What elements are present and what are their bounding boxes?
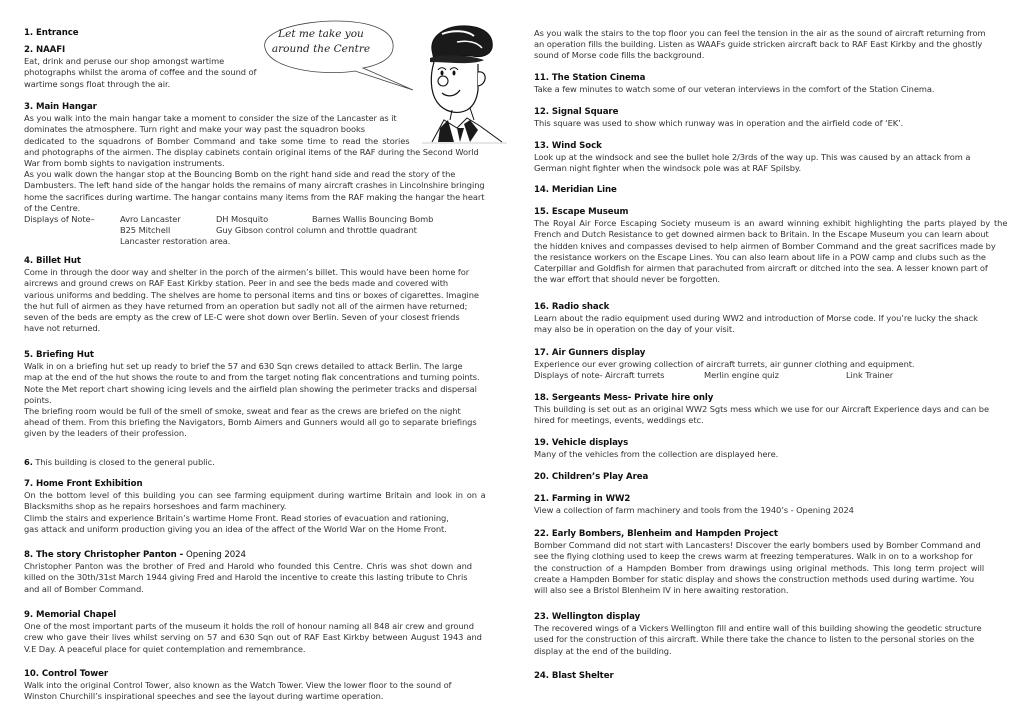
body-line: Climb the stairs and experience Britain’s wartime Home Front. Read stories of evacuation and rationing, — [24, 512, 449, 523]
display-item: Merlin engine quiz — [704, 370, 779, 381]
body-line: and photographs of the airmen. The display cabinets contain original items of the RAF during the Second World — [24, 146, 479, 157]
section-heading: 15. Escape Museum — [534, 207, 629, 217]
section-vehicle-displays — [534, 438, 1000, 460]
section-heading: 7. Home Front Exhibition — [24, 479, 143, 489]
section-heading: 10. Control Tower — [24, 669, 109, 679]
speech-bubble-text — [255, 27, 387, 57]
body-line: Winston Churchill’s inspirational speeches and see the layout during wartime operation. — [24, 691, 384, 702]
displays-row — [24, 225, 491, 236]
section-heading: 14. Meridian Line — [534, 185, 617, 195]
section-naafi — [24, 45, 281, 90]
displays-row — [24, 214, 491, 225]
body-line: War from bomb sights to navigation instruments. — [24, 158, 225, 169]
body-line: wartime songs float through the air. — [24, 78, 171, 89]
body-line: The Royal Air Force Escaping Society museum is an award winning exhibit highlighting the parts played by the — [534, 218, 1008, 229]
section-meridian-line — [534, 185, 1000, 196]
section-heading: 11. The Station Cinema — [534, 73, 646, 83]
section-body — [534, 84, 1000, 95]
section-body — [534, 505, 1000, 516]
body-line: have not returned. — [24, 323, 101, 334]
section-body — [24, 361, 491, 439]
section-wind-sock — [534, 141, 1000, 175]
body-line: may also be in operation on the day of your visit. — [534, 324, 735, 335]
body-line: gas attack and uniform production giving you an idea of the affect of the World War on the Home Front. — [24, 523, 447, 534]
body-line: Dambusters. The left hand side of the hangar holds the remains of many aircraft crashes in Lincolnshire bringing — [24, 180, 485, 191]
body-line: seven of the beds are empty as the crew of LE-C were shot down over Berlin. Seven of your closest friends — [24, 312, 460, 323]
body-line: sound of Morse code fills the background. — [534, 50, 705, 61]
body-line: the resistance workers on the Escape Lines. You can also learn about life in a POW camp and clubs such as the — [534, 251, 986, 262]
body-line: The recovered wings of a Vickers Wellington fill and entire wall of this building showing the geodetic structure — [534, 623, 982, 634]
body-line: Note the Met report chart showing icing levels and the airfield plan showing the perimeter tracks and dispersal — [24, 383, 477, 394]
section-body — [534, 313, 1000, 335]
section-heading: 16. Radio shack — [534, 302, 610, 312]
section-air-gunners — [534, 348, 1000, 382]
section-heading — [24, 550, 491, 561]
display-item: Displays of note- Aircraft turrets — [534, 370, 665, 381]
body-line: display at the end of the building. — [534, 645, 672, 656]
section-home-front — [24, 479, 491, 535]
body-line: points. — [24, 394, 52, 405]
body-line: Blacksmiths shop as he repairs horseshoes and farm machinery. — [24, 501, 287, 512]
section-body — [24, 267, 491, 334]
section-wellington-display — [534, 612, 1000, 657]
display-item: Link Trainer — [846, 370, 894, 381]
body-text: This building is closed to the general public. — [32, 457, 215, 467]
section-early-bombers — [534, 529, 1000, 596]
body-line: the construction of a Hampden Bomber from drawings using original methods. This long term project will — [534, 562, 985, 573]
body-line: French and Dutch Resistance to get downed airmen back to Britain. In the Escape Museum you can learn about — [534, 229, 989, 240]
body-line: Walk into the original Control Tower, also known as the Watch Tower. View the lower floor to the sound of — [24, 680, 452, 691]
section-body — [534, 623, 1000, 657]
section-heading: 17. Air Gunners display — [534, 348, 646, 358]
section-heading: 23. Wellington display — [534, 612, 641, 622]
section-signal-square — [534, 107, 1000, 129]
section-sergeants-mess — [534, 393, 1000, 427]
body-line: This square was used to show which runway was in operation and the airfield code of ‘EK’. — [534, 118, 904, 129]
body-line: Many of the vehicles from the collection are displayed here. — [534, 449, 779, 460]
body-line: killed on the 30th/31st March 1944 giving Fred and Harold the incentive to create this lasting tribute to Chris — [24, 572, 468, 583]
section-heading: 20. Children’s Play Area — [534, 472, 649, 482]
section-heading: 4. Billet Hut — [24, 256, 81, 266]
body-line: photographs whilst the aroma of coffee and the sound of — [24, 67, 257, 78]
body-line: Come in through the door way and shelter in the porch of the airmen’s billet. This would have been home for — [24, 267, 470, 278]
body-line: an operation fills the building. Listen as WAAFs guide stricken aircraft back to RAF East Kirkby and the ghostly — [534, 39, 983, 50]
body-line: the hidden knives and compasses devised to help airmen of Bomber Command and the great sacrifices made by — [534, 240, 996, 251]
section-body — [534, 28, 1000, 62]
section-body — [24, 621, 491, 655]
body-line: dominates the atmosphere. Turn right and make your way past the squadron books — [24, 124, 365, 135]
section-station-cinema — [534, 73, 1000, 95]
displays-row — [24, 236, 491, 247]
body-line: used for the construction of this aircraft. While there take the chance to listen to the personal stories on the — [534, 634, 975, 645]
body-line: View a collection of farm machinery and tools from the 1940’s - Opening 2024 — [534, 505, 854, 516]
section-memorial-chapel — [24, 610, 491, 655]
body-line: aircrews and ground crews on RAF East Kirkby station. Peer in and see the beds made and covered with — [24, 278, 449, 289]
airman-cartoon-icon — [412, 20, 507, 145]
section-heading: 21. Farming in WW2 — [534, 494, 631, 504]
body-line: Christopher Panton was the brother of Fred and Harold who founded this Centre. Chris was shot down and — [24, 561, 472, 572]
section-heading: 3. Main Hangar — [24, 102, 97, 112]
body-line: Learn about the radio equipment used during WW2 and introduction of Morse code. If you’re lucky the shack — [534, 313, 978, 324]
section-body — [24, 457, 491, 468]
section-body — [534, 118, 1000, 129]
body-line: Take a few minutes to watch some of our veteran interviews in the comfort of the Station Cinema. — [534, 84, 935, 95]
display-item: B25 Mitchell — [120, 225, 171, 236]
section-blast-shelter — [534, 671, 1000, 682]
section-farming-ww2 — [534, 494, 1000, 516]
speech-bubble — [255, 18, 415, 90]
body-line: hired for meetings, events, weddings etc. — [534, 415, 704, 426]
section-radio-shack — [534, 302, 1000, 336]
body-line: As you walk down the hangar stop at the Bouncing Bomb on the right hand side and read the story of the — [24, 169, 456, 180]
display-item: Barnes Wallis Bouncing Bomb — [312, 214, 434, 225]
body-line: will also see a Bristol Blenheim IV in here awaiting restoration. — [534, 585, 789, 596]
section-body — [534, 152, 1000, 174]
body-line: dedicated to the squadrons of Bomber Command and take some time to read the stories — [24, 135, 410, 146]
body-line: create a Hampden Bomber for static display and shows the construction methods used during wartime. You — [534, 573, 975, 584]
section-heading: 13. Wind Sock — [534, 141, 602, 151]
displays-row — [534, 370, 1000, 381]
body-line: As you walk into the main hangar take a moment to consider the size of the Lancaster as it — [24, 113, 397, 124]
section-body — [534, 218, 1008, 285]
section-heading: 12. Signal Square — [534, 107, 619, 117]
section-heading: 5. Briefing Hut — [24, 350, 94, 360]
body-line: This building is set out as an original WW2 Sgts mess which we use for our Aircraft Experience days and can be — [534, 404, 989, 415]
section-body — [24, 561, 491, 595]
body-line: Look up at the windsock and see the bullet hole 2/3rds of the way up. This was caused by an attack from a — [534, 152, 971, 163]
section-heading: 22. Early Bombers, Blenheim and Hampden Project — [534, 529, 778, 539]
section-escape-museum — [534, 207, 1008, 285]
heading-suffix: Opening 2024 — [186, 550, 246, 560]
display-item: Guy Gibson control column and throttle quadrant — [216, 225, 417, 236]
body-line: Caterpillar and Goldfish for airmen that parachuted from aircraft or ditched into the sea. A lesser known part of — [534, 263, 988, 274]
body-line: One of the most important parts of the museum it holds the roll of honour naming all 848 air crew and ground — [24, 621, 474, 632]
airman-cartoon-illustration — [412, 20, 507, 145]
section-billet-hut — [24, 256, 491, 334]
bubble-line: around the Centre — [271, 43, 371, 55]
section-control-tower — [24, 669, 491, 703]
section-heading: 2. NAAFI — [24, 45, 66, 55]
section-heading: 24. Blast Shelter — [534, 671, 614, 681]
section-control-tower-continued — [534, 28, 1000, 62]
section-heading: 9. Memorial Chapel — [24, 610, 117, 620]
heading-text: 8. The story Christopher Panton - — [24, 550, 187, 560]
section-body — [24, 680, 491, 702]
display-item: Avro Lancaster — [120, 214, 181, 225]
section-heading: 18. Sergeants Mess- Private hire only — [534, 393, 714, 403]
body-line: various uniforms and bedding. The shelves are home to personal items and tins or boxes of cigarettes. Imagine — [24, 289, 479, 300]
display-item: DH Mosquito — [216, 214, 269, 225]
body-line: of the Centre. — [24, 202, 81, 213]
section-briefing-hut — [24, 350, 491, 440]
body-line: V.E Day. A peaceful place for quiet contemplation and remembrance. — [24, 643, 306, 654]
section-number: 6. — [24, 457, 33, 467]
section-christopher-panton — [24, 550, 491, 595]
body-line: home the sacrifices during wartime. The hangar contains many items from the RAF making the hangar the heart — [24, 191, 485, 202]
section-childrens-play-area — [534, 472, 1000, 483]
body-line: given by the leaders of their profession. — [24, 428, 187, 439]
body-line: Bomber Command did not start with Lancasters! Discover the early bombers used by Bomber Command and — [534, 540, 981, 551]
body-line: map at the end of the hut shows the route to and from the target noting flak concentrations and turning points. — [24, 372, 480, 383]
section-body — [24, 490, 491, 535]
body-line: Walk in on a briefing hut set up ready to brief the 57 and 630 Sqn crews detailed to attack Berlin. The large — [24, 361, 463, 372]
bubble-line: Let me take you — [278, 28, 364, 40]
body-line: ahead of them. From this briefing the Navigators, Bomb Aimers and Gunners would all go to separate briefings — [24, 417, 477, 428]
section-body — [534, 359, 1000, 370]
body-line: the war effort that should never be forgotten. — [534, 274, 720, 285]
body-line: On the bottom level of this building you can see farming equipment during wartime Britain and look in on a — [24, 490, 486, 501]
section-body — [534, 404, 1000, 426]
body-line: the hut full of airmen as they have returned from an operation but sadly not all of the airmen have returned; — [24, 300, 468, 311]
body-line: German night fighter when the windsock pole was at RAF Spilsby. — [534, 163, 802, 174]
section-closed-building — [24, 457, 491, 468]
section-body — [24, 56, 281, 90]
body-line: crew who gave their lives whilst serving on 57 and 630 Sqn out of RAF East Kirkby between August 1943 and — [24, 632, 482, 643]
body-line: Experience our ever growing collection of aircraft turrets, air gunner clothing and equipment. — [534, 359, 915, 370]
section-body — [534, 449, 1000, 460]
displays-label: Displays of Note– — [24, 214, 95, 225]
section-heading: 1. Entrance — [24, 28, 79, 38]
section-heading: 19. Vehicle displays — [534, 438, 629, 448]
body-line: and all of Bomber Command. — [24, 583, 144, 594]
section-body — [534, 540, 1000, 596]
body-line: As you walk the stairs to the top floor you can feel the tension in the air as the sound of aircraft returning from — [534, 28, 986, 38]
display-item: Lancaster restoration area. — [120, 236, 231, 247]
body-line: The briefing room would be full of the smell of smoke, sweat and fear as the crews are briefed on the night — [24, 406, 461, 417]
body-line: Eat, drink and peruse our shop amongst wartime — [24, 56, 225, 67]
body-line: see the flying clothing used to keep the crews warm at freezing temperatures. Walk in on to a workshop for — [534, 551, 973, 562]
